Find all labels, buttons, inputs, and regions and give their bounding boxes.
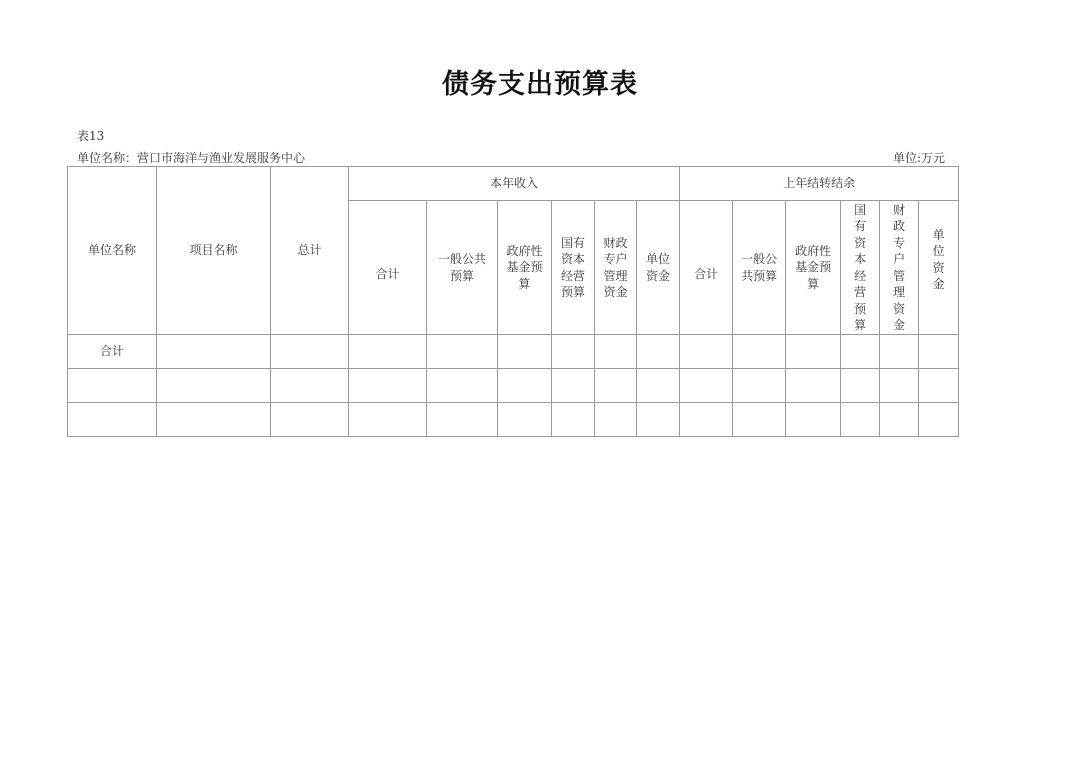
table-row [68,335,959,369]
current-state-capital-header: 国有资本经营预算 [552,201,595,335]
unit-name-header: 单位名称 [68,167,157,335]
header-row-1 [68,167,959,201]
row-label [68,369,157,403]
carryover-header: 上年结转结余 [680,167,959,201]
prior-fiscal-special-header: 财政专户管理资金 [880,201,919,335]
current-income-header: 本年收入 [349,167,680,201]
prior-state-capital-header: 国有资本经营预算 [841,201,880,335]
table-row [68,403,959,437]
current-unit-fund-header: 单位资金 [637,201,680,335]
current-general-public-header: 一般公共预算 [427,201,498,335]
prior-gov-fund-header: 政府性基金预算 [786,201,841,335]
row-label: 合计 [68,335,157,369]
currency-unit-label: 单位:万元 [893,151,946,165]
prior-general-public-header: 一般公共预算 [733,201,786,335]
table-row [68,369,959,403]
table-number: 表13 [77,129,105,143]
prior-subtotal-header: 合计 [680,201,733,335]
project-name-header: 项目名称 [157,167,271,335]
current-subtotal-header: 合计 [349,201,427,335]
row-label [68,403,157,437]
budget-table [67,166,959,437]
total-header: 总计 [271,167,349,335]
page-title: 债务支出预算表 [442,69,638,100]
current-fiscal-special-header: 财政专户管理资金 [595,201,637,335]
current-gov-fund-header: 政府性基金预算 [498,201,552,335]
prior-unit-fund-header: 单位资金 [919,201,959,335]
unit-name-label: 单位名称：营口市海洋与渔业发展服务中心 [77,151,306,165]
